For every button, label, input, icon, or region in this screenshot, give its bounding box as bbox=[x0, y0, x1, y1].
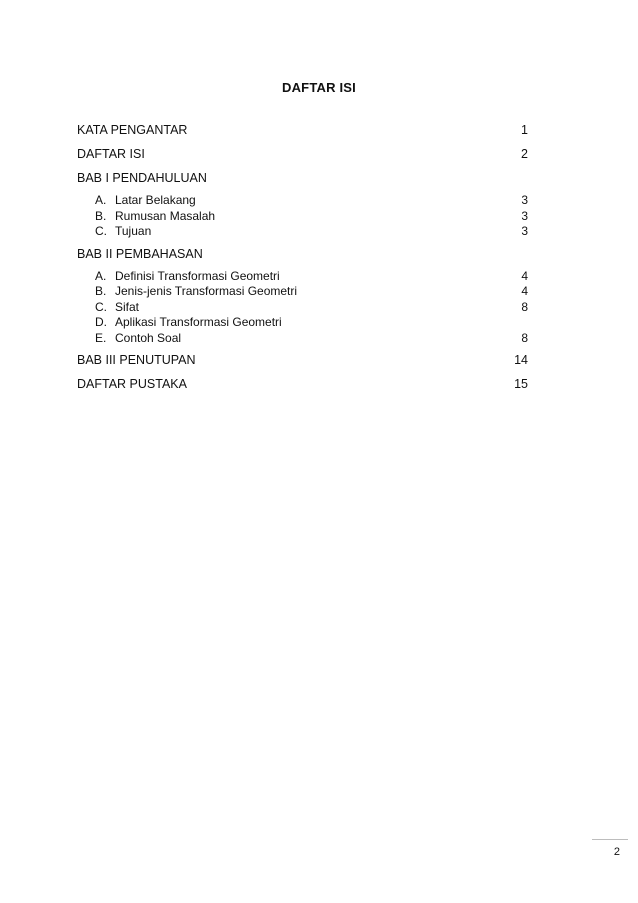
toc-subentry-letter: A. bbox=[95, 268, 107, 283]
toc-subentry bbox=[95, 209, 528, 225]
toc-sublist-bab-2 bbox=[77, 269, 528, 347]
page-number: 2 bbox=[613, 846, 620, 858]
toc-chapter-bab-2 bbox=[77, 247, 528, 262]
toc-subentry-label: Rumusan Masalah bbox=[115, 208, 216, 223]
toc-entry-daftar-pustaka bbox=[77, 377, 528, 392]
toc-chapter-label: BAB I PENDAHULUAN bbox=[77, 171, 207, 185]
toc-subentry-label: Tujuan bbox=[115, 224, 152, 238]
toc-chapter-bab-1 bbox=[77, 171, 528, 186]
toc-subentry-label: Contoh Soal bbox=[115, 330, 182, 345]
toc-entry-label: KATA PENGANTAR bbox=[77, 123, 188, 137]
toc-subentry bbox=[95, 331, 528, 347]
toc-entry-label: DAFTAR PUSTAKA bbox=[77, 377, 187, 391]
toc-subentry-label: Aplikasi Transformasi Geometri bbox=[115, 315, 282, 329]
toc-chapter-label: BAB III PENUTUPAN bbox=[77, 353, 196, 367]
toc-subentry-letter: B. bbox=[95, 284, 107, 298]
toc-entry-daftar-isi bbox=[77, 147, 528, 162]
toc-subentry-page: 8 bbox=[521, 330, 528, 345]
toc-subentry-letter: C. bbox=[95, 299, 107, 314]
toc-subentry-page: 4 bbox=[521, 268, 528, 283]
toc-subentry bbox=[95, 269, 528, 285]
toc-subentry bbox=[95, 224, 528, 240]
toc-entry-page: 15 bbox=[514, 377, 528, 391]
toc-entry-page: 1 bbox=[521, 123, 528, 137]
footer-divider bbox=[592, 839, 628, 840]
toc-subentry bbox=[95, 193, 528, 209]
toc-subentry-page: 3 bbox=[521, 208, 528, 223]
toc-entry-kata-pengantar bbox=[77, 123, 528, 138]
toc-subentry bbox=[95, 315, 528, 331]
toc-chapter-label: BAB II PEMBAHASAN bbox=[77, 246, 203, 261]
page-title: DAFTAR ISI bbox=[282, 80, 356, 95]
toc-subentry-letter: C. bbox=[95, 224, 107, 238]
toc-subentry-letter: E. bbox=[95, 330, 107, 345]
toc-subentry-letter: A. bbox=[95, 193, 107, 207]
toc-subentry-page: 3 bbox=[521, 224, 528, 238]
toc-subentry bbox=[95, 300, 528, 316]
toc-entry-page: 2 bbox=[521, 147, 528, 161]
toc-subentry-label: Latar Belakang bbox=[115, 193, 196, 207]
toc-subentry-letter: B. bbox=[95, 208, 107, 223]
toc-chapter-bab-3 bbox=[77, 353, 528, 368]
toc-subentry-label: Definisi Transformasi Geometri bbox=[115, 268, 280, 283]
toc-entry-label: DAFTAR ISI bbox=[77, 147, 145, 161]
toc-subentry-label: Jenis-jenis Transformasi Geometri bbox=[115, 284, 298, 298]
toc-subentry-label: Sifat bbox=[115, 299, 140, 314]
toc-subentry bbox=[95, 284, 528, 300]
toc-sublist-bab-1 bbox=[77, 193, 528, 240]
toc-entry-page: 14 bbox=[514, 353, 528, 367]
table-of-contents bbox=[77, 123, 528, 401]
toc-subentry-page: 4 bbox=[521, 284, 528, 298]
toc-subentry-letter: D. bbox=[95, 315, 107, 329]
toc-subentry-page: 8 bbox=[521, 299, 528, 314]
toc-subentry-page: 3 bbox=[521, 193, 528, 207]
